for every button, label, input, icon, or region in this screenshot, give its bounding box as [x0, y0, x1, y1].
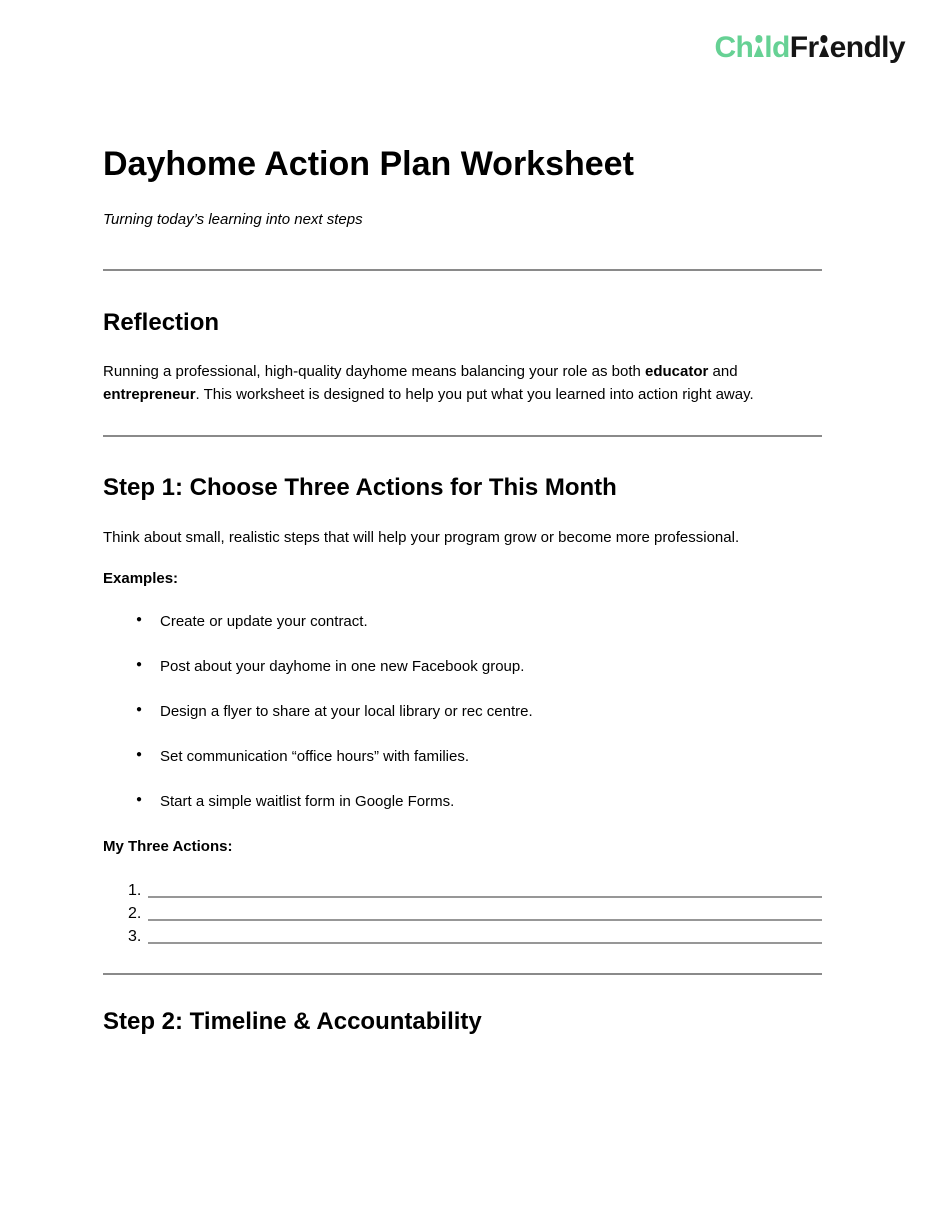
logo-child-text-pre: Ch — [714, 31, 754, 64]
action-number: 3. — [128, 927, 142, 945]
step1-heading: Step 1: Choose Three Actions for This Month — [103, 473, 617, 501]
action-row-2 — [103, 902, 822, 925]
write-in-line — [148, 896, 822, 898]
example-text: Create or update your contract. — [160, 612, 368, 630]
action-list — [103, 879, 822, 948]
bullet-icon: ● — [136, 703, 143, 715]
action-row-3 — [103, 925, 822, 948]
write-in-line — [148, 942, 822, 944]
list-item — [103, 745, 822, 768]
reflection-text-2: and — [708, 362, 738, 380]
reflection-text-1: Running a professional, high-quality dayhome means balancing your role as both — [103, 362, 645, 380]
example-text: Design a flyer to share at your local library or rec centre. — [160, 702, 533, 720]
examples-list — [103, 610, 822, 813]
bullet-icon: ● — [136, 613, 143, 625]
action-number: 1. — [128, 881, 142, 899]
action-number: 2. — [128, 904, 142, 922]
list-item — [103, 700, 822, 723]
logo-friendly-text-pre: Fr — [789, 31, 819, 64]
example-text: Post about your dayhome in one new Facebook group. — [160, 657, 525, 675]
write-in-line — [148, 919, 822, 921]
examples-label: Examples: — [103, 569, 179, 587]
logo-child-text-post: ld — [764, 31, 790, 64]
page-subtitle: Turning today’s learning into next steps — [103, 210, 363, 228]
my-three-actions-label: My Three Actions: — [103, 837, 233, 855]
list-item — [103, 610, 822, 633]
logo-friendly-text-post: endly — [829, 31, 905, 64]
reflection-heading: Reflection — [103, 308, 220, 336]
reflection-bold-educator: educator — [645, 362, 709, 380]
divider — [103, 269, 822, 271]
example-text: Set communication “office hours” with families. — [160, 747, 470, 765]
document-content — [103, 0, 822, 1037]
page-title: Dayhome Action Plan Worksheet — [103, 145, 634, 183]
step2-heading: Step 2: Timeline & Accountability — [103, 1007, 482, 1035]
reflection-paragraph — [103, 360, 822, 406]
action-row-1 — [103, 879, 822, 902]
reflection-bold-entrepreneur: entrepreneur — [103, 385, 196, 403]
bullet-icon: ● — [136, 658, 143, 670]
step1-intro: Think about small, realistic steps that will help your program grow or become more professional. — [103, 528, 740, 546]
divider — [103, 973, 822, 975]
list-item — [103, 655, 822, 678]
bullet-icon: ● — [136, 793, 143, 805]
divider — [103, 435, 822, 437]
reflection-text-3: . This worksheet is designed to help you put what you learned into action right away. — [195, 385, 754, 403]
list-item — [103, 790, 822, 813]
example-text: Start a simple waitlist form in Google Forms. — [160, 792, 455, 810]
bullet-icon: ● — [136, 748, 143, 760]
